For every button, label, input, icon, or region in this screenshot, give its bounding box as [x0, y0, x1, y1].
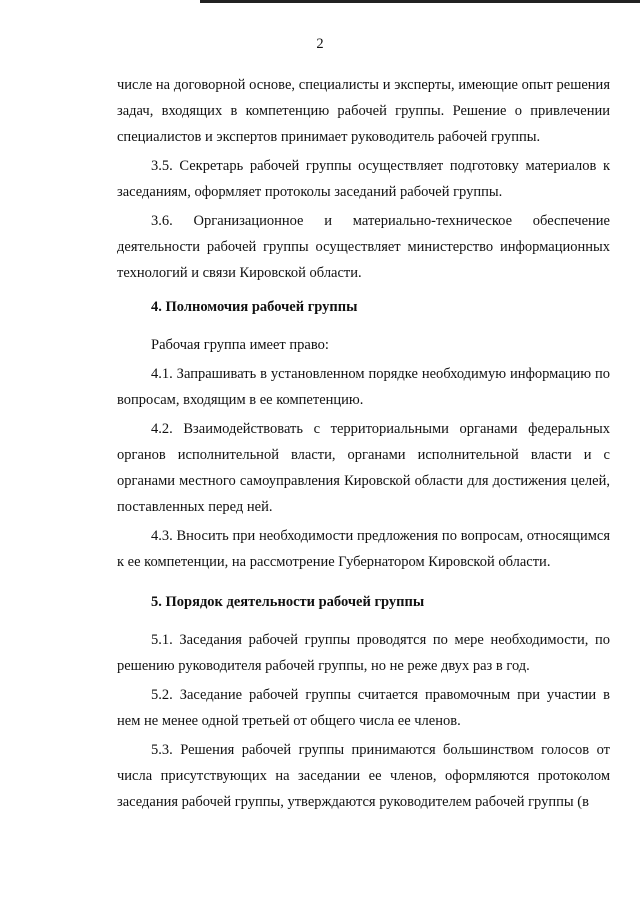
section-4-heading: 4. Полномочия рабочей группы — [151, 299, 358, 315]
paragraph-3-6: 3.6. Организационное и материально-техническое обеспечение деятельности рабочей группы осуществляет министерство информационных технологий и связи Кировской области. — [117, 213, 610, 281]
paragraph-continuation: числе на договорной основе, специалисты и эксперты, имеющие опыт решения задач, входящих в компетенцию рабочей группы. Решение о привлечении специалистов и экспертов принимает руководитель рабочей группы. — [117, 77, 610, 145]
paragraph-5-2: 5.2. Заседание рабочей группы считается правомочным при участии в нем не менее одной третьей от общего числа ее членов. — [117, 687, 610, 729]
paragraph-4-3: 4.3. Вносить при необходимости предложения по вопросам, относящимся к ее компетенции, на рассмотрение Губернатором Кировской области. — [117, 528, 610, 570]
page-number: 2 — [316, 36, 324, 52]
paragraph-5-3: 5.3. Решения рабочей группы принимаются большинством голосов от числа присутствующих на заседании ее членов, оформляются протоколом заседания рабочей группы, утверждаются руководителем рабочей группы (в — [117, 742, 610, 810]
paragraph-4-1: 4.1. Запрашивать в установленном порядке необходимую информацию по вопросам, входящим в ее компетенцию. — [117, 366, 610, 408]
paragraph-5-1: 5.1. Заседания рабочей группы проводятся по мере необходимости, по решению руководителя рабочей группы, но не реже двух раз в год. — [117, 632, 610, 674]
paragraph-3-5: 3.5. Секретарь рабочей группы осуществляет подготовку материалов к заседаниям, оформляет протоколы заседаний рабочей группы. — [117, 158, 610, 200]
top-border-line — [200, 0, 640, 3]
section-4-intro: Рабочая группа имеет право: — [151, 337, 329, 353]
document-body — [117, 72, 610, 818]
section-5-heading: 5. Порядок деятельности рабочей группы — [151, 594, 425, 610]
paragraph-4-2: 4.2. Взаимодействовать с территориальными органами федеральных органов исполнительной власти, органами исполнительной власти и с органами местного самоуправления Кировской области для достижения целей, поставленных перед ней. — [117, 421, 610, 515]
